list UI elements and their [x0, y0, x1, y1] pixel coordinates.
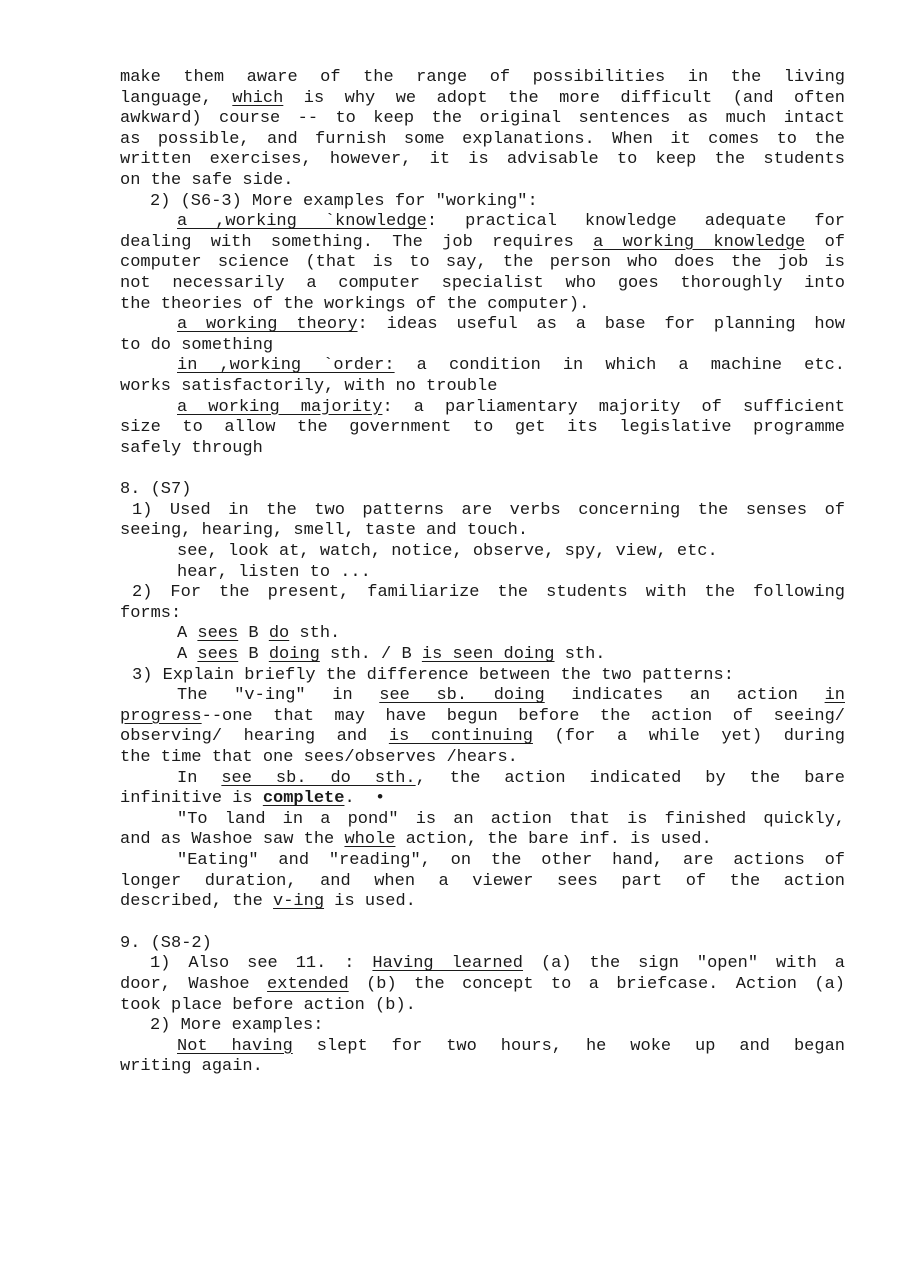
- s7-explain-3-line-2: and as Washoe saw the whole action, the bare inf. is used.: [120, 830, 712, 850]
- s63-entry-1-line-4: not necessarily a computer specialist who goes thoroughly into: [120, 273, 845, 293]
- s82-point-2: 2) More examples:: [150, 1016, 324, 1036]
- s7-verbs-seeing: see, look at, watch, notice, observe, spy, view, etc.: [177, 542, 718, 562]
- term-working-order: in ,working `order:: [177, 356, 395, 376]
- s7-explain-2: In see sb. do sth., the action indicated by the bare: [177, 768, 845, 788]
- s82-heading: 9. (S8-2): [120, 933, 212, 953]
- intro-line-6: on the safe side.: [120, 170, 294, 190]
- s7-form-2: A sees B doing sth. / B is seen doing sth.: [177, 645, 606, 665]
- s82-point-1: 1) Also see 11. : Having learned (a) the sign "open" with a: [150, 954, 845, 974]
- term-working-majority: a working majority: [177, 397, 383, 417]
- s63-entry-2-line-2: to do something: [120, 335, 274, 355]
- s7-point-2-line-2: forms:: [120, 603, 182, 623]
- term-working-knowledge: a ,working `knowledge: [177, 212, 427, 232]
- s82-point-1-line-2: door, Washoe extended (b) the concept to a briefcase. Action (a): [120, 974, 846, 994]
- s7-verbs-hearing: hear, listen to ...: [177, 562, 371, 582]
- s7-point-2: 2) For the present, familiarize the students with the following: [132, 583, 845, 603]
- s82-example-1-line-2: writing again.: [120, 1057, 263, 1077]
- intro-line-3: awkward) course -- to keep the original sentences as much intact: [120, 109, 845, 129]
- document-page: [120, 68, 845, 1078]
- s63-entry-1: a ,working `knowledge: practical knowledge adequate for: [177, 212, 845, 232]
- s7-point-1-line-2: seeing, hearing, smell, taste and touch.: [120, 521, 529, 541]
- s7-explain-1-line-4: the time that one sees/observes /hears.: [120, 748, 518, 767]
- s7-explain-3: "To land in a pond" is an action that is finished quickly,: [177, 809, 845, 829]
- term-working-theory: a working theory: [177, 315, 358, 335]
- s7-form-1: A sees B do sth.: [177, 624, 341, 644]
- s7-explain-1-line-2: progress--one that may have begun before the action of seeing/: [120, 706, 845, 726]
- intro-line-2: language, which is why we adopt the more difficult (and often: [120, 88, 845, 108]
- s7-explain-1: The "v-ing" in see sb. doing indicates an action in: [177, 686, 845, 706]
- s63-entry-4: a working majority: a parliamentary majority of sufficient: [177, 397, 845, 417]
- s7-explain-1-line-3: observing/ hearing and is continuing (for a while yet) during: [120, 727, 846, 747]
- s63-entry-3-line-2: works satisfactorily, with no trouble: [120, 376, 498, 396]
- intro-line-1: make them aware of the range of possibilities in the living: [120, 68, 845, 87]
- s7-explain-4: "Eating" and "reading", on the other hand, are actions of: [177, 850, 845, 870]
- underlined-which: which: [232, 88, 284, 108]
- s7-point-3: 3) Explain briefly the difference between the two patterns:: [132, 665, 734, 685]
- intro-line-4: as possible, and furnish some explanations. When it comes to the: [120, 129, 845, 149]
- s82-point-1-line-3: took place before action (b).: [120, 995, 416, 1015]
- s63-entry-1-line-3: computer science (that is to say, the person who does the job is: [120, 253, 845, 273]
- s7-heading: 8. (S7): [120, 480, 192, 500]
- s63-entry-1-line-5: the theories of the workings of the computer).: [120, 294, 590, 314]
- s7-explain-4-line-2: longer duration, and when a viewer sees part of the action: [120, 871, 845, 891]
- s7-point-1: 1) Used in the two patterns are verbs concerning the senses of: [132, 500, 845, 520]
- s63-entry-1-line-2: dealing with something. The job requires a working knowledge of: [120, 232, 845, 252]
- s63-entry-4-line-2: size to allow the government to get its legislative programme: [120, 418, 845, 438]
- intro-line-5: written exercises, however, it is advisable to keep the students: [120, 150, 845, 170]
- s63-entry-4-line-3: safely through: [120, 438, 263, 458]
- s82-example-1: Not having slept for two hours, he woke up and began: [177, 1036, 845, 1056]
- s7-explain-4-line-3: described, the v-ing is used.: [120, 892, 416, 912]
- s7-explain-2-line-2: infinitive is complete. •: [120, 789, 386, 809]
- s63-entry-2: a working theory: ideas useful as a base for planning how: [177, 315, 845, 335]
- s63-entry-3: in ,working `order: a condition in which a machine etc.: [177, 356, 845, 376]
- s63-heading: 2) (S6-3) More examples for "working":: [150, 191, 538, 211]
